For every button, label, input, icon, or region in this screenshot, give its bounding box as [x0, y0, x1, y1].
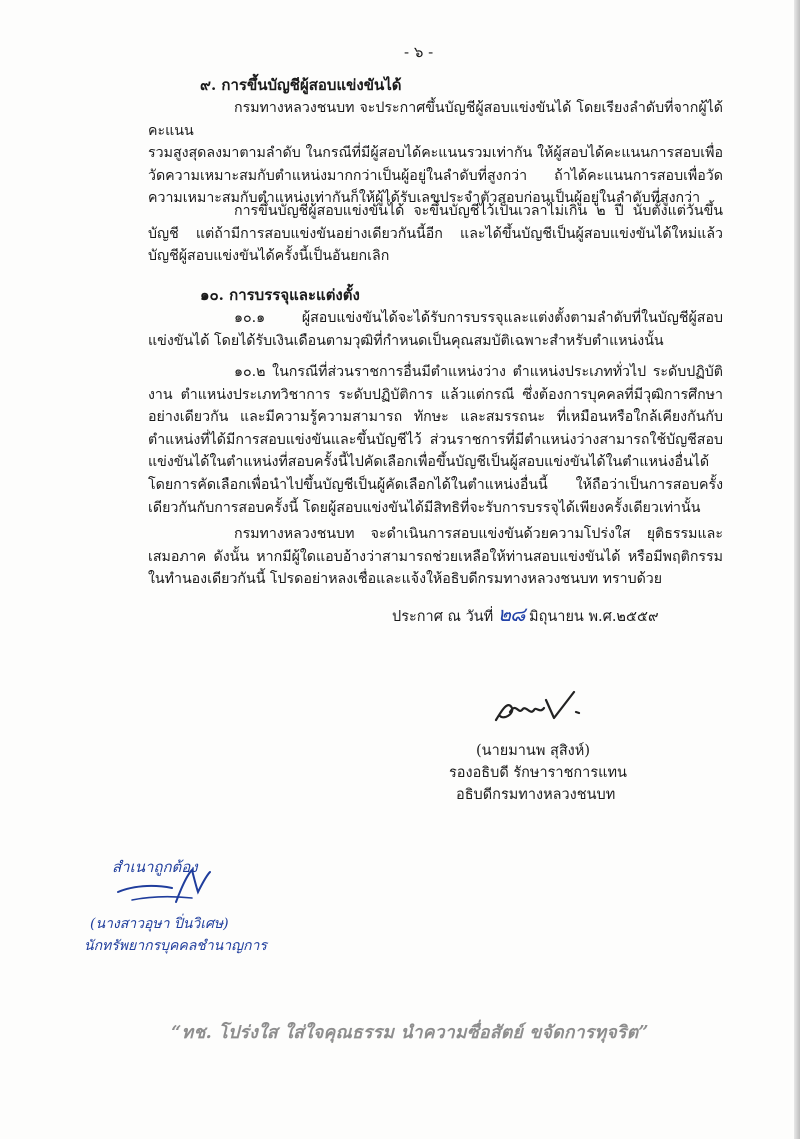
section-9-paragraph-2: การขึ้นบัญชีผู้สอบแข่งขันได้ จะขึ้นบัญชีไว้เป็นเวลาไม่เกิน ๒ ปี นับตั้งแต่วันขึ้นบัญชี แต่ถ้ามีการสอบแข่งขันอย่างเดียวกันนี้อีก และได้ขึ้นบัญชีเป็นผู้สอบแข่งขันได้ใหม่แล้ว บัญชีผู้สอบแข่งขันได้ครั้งนี้เป็นอันยกเลิก [148, 203, 723, 265]
signature-mark [488, 686, 598, 736]
announce-month-year: มิถุนายน พ.ศ.๒๕๕๙ [529, 609, 659, 625]
certifier-signature-mark [112, 862, 232, 912]
scan-edge [794, 0, 800, 1139]
signer-title-2: อธิบดีกรมทางหลวงชนบท [456, 787, 616, 803]
announce-day-handwritten: ๒๘ [497, 602, 525, 626]
signer-name: (นายมานพ สุสิงห์) [476, 743, 590, 759]
section-9-p1-first-line: กรมทางหลวงชนบท จะประกาศขึ้นบัญชีผู้สอบแข่งขันได้ โดยเรียงลำดับที่จากผู้ได้คะแนน [148, 100, 723, 139]
section-10-2-paragraph: ๑๐.๒ ในกรณีที่ส่วนราชการอื่นมีตำแหน่งว่าง ตำแหน่งประเภททั่วไป ระดับปฏิบัติงาน ตำแหน่งประเภทวิชาการ ระดับปฏิบัติการ แล้วแต่กรณี ซึ่งต้องการบุคคลที่มีวุฒิการศึกษาอย่างเดียวกัน และมีความรู้ความสามารถ ทักษะ และสมรรถนะ ที่เหมือนหรือใกล้เคียงกันกับตำแหน่งที่ได้มีการสอบแข่งขันและขึ้นบัญชีไว้ ส่วนราชการที่มีตำแหน่งว่างสามารถใช้บัญชีสอบแข่งขันได้ในตำแหน่งที่สอบครั้งนี้ไปคัดเลือกเพื่อขึ้นบัญชีเป็นผู้สอบแข่งขันได้ในตำแหน่งอื่นได้ โดยการคัดเลือกเพื่อนำไปขึ้นบัญชีเป็นผู้คัดเลือกได้ในตำแหน่งอื่นนี้ ให้ถือว่าเป็นการสอบครั้งเดียวกันกับการสอบครั้งนี้ โดยผู้สอบแข่งขันได้มีสิทธิที่จะรับการบรรจุได้เพียงครั้งเดียวเท่านั้น [148, 364, 723, 516]
signer-title-1: รองอธิบดี รักษาราชการแทน [449, 765, 627, 781]
certifier-title: นักทรัพยากรบุคคลชำนาญการ [84, 938, 267, 954]
announce-prefix: ประกาศ ณ วันที่ [392, 609, 494, 625]
section-10-1-paragraph: ๑๐.๑ ผู้สอบแข่งขันได้จะได้รับการบรรจุและแต่งตั้งตามลำดับที่ในบัญชีผู้สอบแข่งขันได้ โดยได้รับเงินเดือนตามวุฒิที่กำหนดเป็นคุณสมบัติเฉพาะสำหรับตำแหน่งนั้น [148, 310, 723, 349]
section-10-heading: ๑๐. การบรรจุและแต่งตั้ง [200, 286, 360, 304]
section-10-3-paragraph: กรมทางหลวงชนบท จะดำเนินการสอบแข่งขันด้วยความโปร่งใส ยุติธรรมและเสมอภาค ดังนั้น หากมีผู้ใดแอบอ้างว่าสามารถช่วยเหลือให้ท่านสอบแข่งขันได้ หรือมีพฤติกรรมในทำนองเดียวกันนี้ โปรดอย่าหลงเชื่อและแจ้งให้อธิบดีกรมทางหลวงชนบท ทราบด้วย [148, 526, 723, 588]
section-9-p1-rest: รวมสูงสุดลงมาตามลำดับ ในกรณีที่มีผู้สอบได้คะแนนรวมเท่ากัน ให้ผู้สอบได้คะแนนการสอบเพื่อวัดความเหมาะสมกับตำแหน่งมากกว่าเป็นผู้อยู่ในลำดับที่สูงกว่า ถ้าได้คะแนนการสอบเพื่อวัดความเหมาะสมกับตำแหน่งเท่ากันก็ให้ผู้ได้รับเลขประจำตัวสอบก่อนเป็นผู้อยู่ในลำดับที่สูงกว่า [148, 145, 723, 207]
announcement-date [392, 598, 659, 630]
certified-copy-stamp: สำเนาถูกต้อง [112, 858, 198, 876]
footer-slogan: “ทช. โปร่งใส ใส่ใจคุณธรรม นำความซื่อสัตย์ ขจัดการทุจริต” [171, 1023, 649, 1043]
certifier-name: (นางสาวอุษา ปิ่นวิเศษ) [90, 916, 229, 932]
section-9-paragraph-1 [148, 97, 723, 210]
page-number: - ๖ - [404, 43, 434, 61]
section-9-heading: ๙. การขึ้นบัญชีผู้สอบแข่งขันได้ [200, 76, 402, 94]
